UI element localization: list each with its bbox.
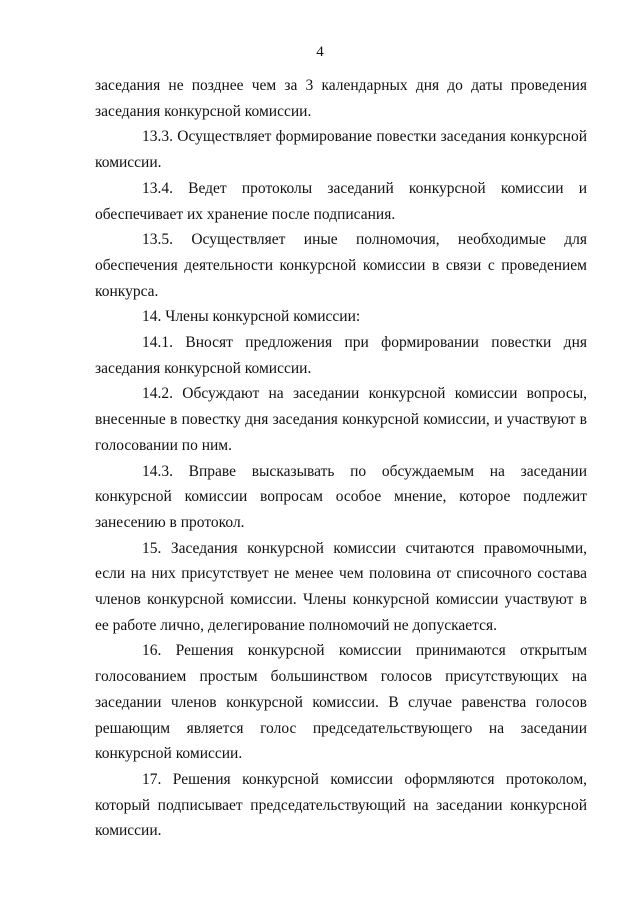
document-body bbox=[95, 73, 587, 844]
paragraph-14-3: 14.3. Вправе высказывать по обсуждаемым на заседании конкурсной комиссии вопросам особое мнение, которое подлежит занесению в протокол. bbox=[95, 462, 587, 531]
paragraph-14-2: 14.2. Обсуждают на заседании конкурсной комиссии вопросы, внесенные в повестку дня заседания конкурсной комиссии, и участвуют в голосовании по ним. bbox=[95, 385, 587, 454]
paragraph-15: 15. Заседания конкурсной комиссии считаются правомочными, если на них присутствует не менее чем половина от списочного состава членов конкурсной комиссии. Члены конкурсной комиссии участвуют в ее работе лично, делегирование полномочий не допускается. bbox=[95, 539, 587, 634]
paragraph-13-4: 13.4. Ведет протоколы заседаний конкурсной комиссии и обеспечивает их хранение после подписания. bbox=[95, 179, 587, 223]
paragraph-16: 16. Решения конкурсной комиссии принимаются открытым голосованием простым большинством голосов присутствующих на заседании членов конкурсной комиссии. В случае равенства голосов решающим является голос председательствующего на заседании конкурсной комиссии. bbox=[95, 642, 587, 763]
paragraph-17: 17. Решения конкурсной комиссии оформляются протоколом, который подписывает председательствующий на заседании конкурсной комиссии. bbox=[95, 770, 587, 840]
paragraph-13-3: 13.3. Осуществляет формирование повестки заседания конкурсной комиссии. bbox=[95, 128, 587, 172]
paragraph-continuation: заседания не позднее чем за 3 календарных дня до даты проведения заседания конкурсной комиссии. bbox=[95, 77, 587, 120]
page-number: 4 bbox=[316, 44, 324, 60]
paragraph-14: 14. Члены конкурсной комиссии: bbox=[142, 308, 361, 326]
paragraph-14-1: 14.1. Вносят предложения при формировании повестки дня заседания конкурсной комиссии. bbox=[95, 334, 587, 377]
paragraph-13-5: 13.5. Осуществляет иные полномочия, необходимые для обеспечения деятельности конкурсной комиссии в связи с проведением конкурса. bbox=[95, 231, 587, 300]
